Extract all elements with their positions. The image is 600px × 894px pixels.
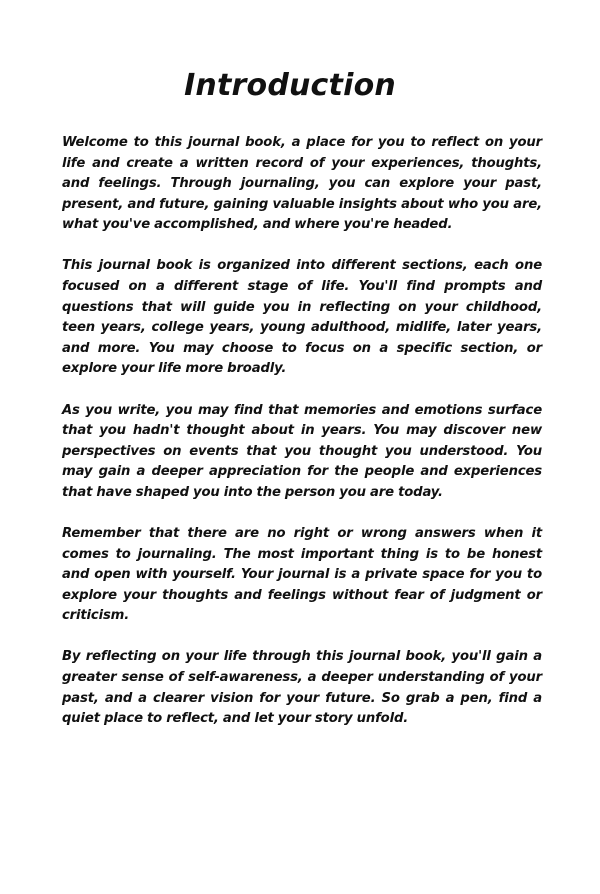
paragraph-reflection: By reflecting on your life through this journal book, you'll gain a greater sense of self-awareness, a deeper understanding of your past, and a clearer vision for your future. So grab a pen, find a quiet place to reflect, and let your story unfold. (62, 649, 542, 727)
body-text (62, 133, 542, 750)
paragraph-welcome: Welcome to this journal book, a place for you to reflect on your life and create a written record of your experiences, thoughts, and feelings. Through journaling, you can explore your past, present, and future, gaining valuable insights about who you are, what you've accomplished, and where you're headed. (62, 135, 542, 233)
page-title: Introduction (184, 68, 396, 103)
paragraph-no-wrong-answers: Remember that there are no right or wrong answers when it comes to journaling. The most important thing is to be honest and open with yourself. Your journal is a private space for you to explore your thoughts and feelings without fear of judgment or criticism. (62, 526, 542, 624)
paragraph-sections: This journal book is organized into different sections, each one focused on a different stage of life. You'll find prompts and questions that will guide you in reflecting on your childhood, teen years, college years, young adulthood, midlife, later years, and more. You may choose to focus on a specific section, or explore your life more broadly. (62, 258, 542, 377)
paragraph-memories: As you write, you may find that memories and emotions surface that you hadn't thought about in years. You may discover new perspectives on events that you thought you understood. You may gain a deeper appreciation for the people and experiences that have shaped you into the person you are today. (62, 402, 542, 500)
